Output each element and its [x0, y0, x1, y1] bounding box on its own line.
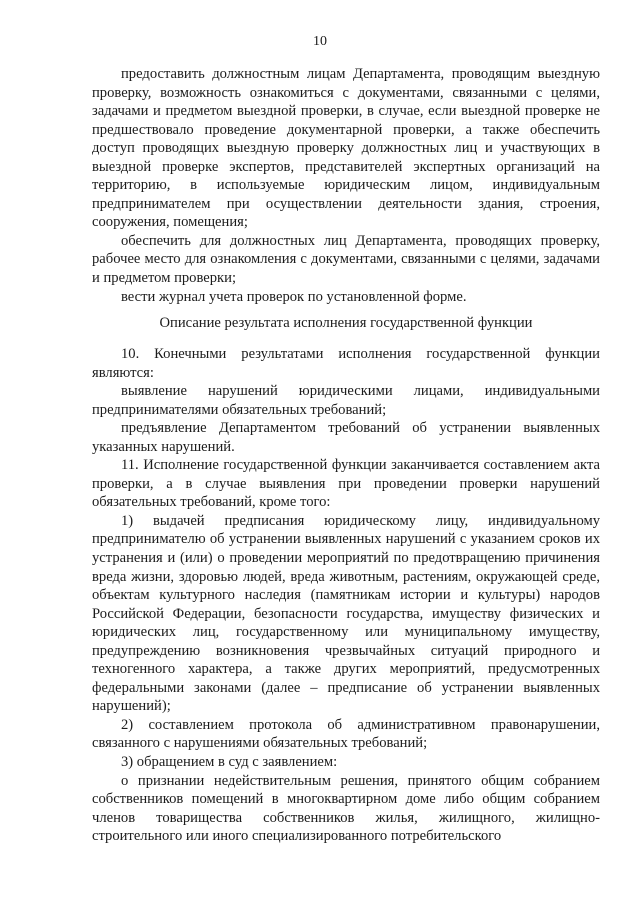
paragraph: предоставить должностным лицам Департамента, проводящим выездную проверку, возможность ознакомиться с документами, связанными с целями, задачами и предметом выездной проверки, в случае, если выездной проверке не предшествовало проведение документарной проверки, а также обеспечить доступ проводящих выездную проверку должностных лиц и участвующих в выездной проверке экспертов, представителей экспертных организаций на территорию, в используемые юридическим лицом, индивидуальным предпринимателем при осуществлении деятельности здания, строения, сооружения, помещения;	[92, 66, 600, 231]
paragraph: 11. Исполнение государственной функции заканчивается составлением акта проверки, а в случае выявления при проведении проверки нарушений обязательных требований, кроме того:	[92, 457, 600, 511]
paragraph: 2) составлением протокола об административном правонарушении, связанного с нарушениями обязательных требований;	[92, 716, 600, 752]
paragraph: предъявление Департаментом требований об устранении выявленных указанных нарушений.	[92, 420, 600, 455]
text-block-upper	[92, 65, 600, 306]
paragraph: 3) обращением в суд с заявлением:	[121, 754, 338, 771]
paragraph: 1) выдачей предписания юридическому лицу, индивидуальному предпринимателю об устранении выявленных нарушений с указанием сроков их устранения и (или) о проведении мероприятий по предотвращению причинения вреда жизни, здоровью людей, вреда животным, растениям, окружающей среде, объектам культурного наследия (памятникам истории и культуры) народов Российской Федерации, безопасности государства, имуществу физических и юридических лиц, государственному или муниципальному имуществу, предупреждению возникновения чрезвычайных ситуаций природного и техногенного характера, а также других мероприятий, предусмотренных федеральными законами (далее – предписание об устранении выявленных нарушений);	[92, 512, 600, 715]
section-heading: Описание результата исполнения государственной функции	[159, 315, 533, 331]
paragraph: выявление нарушений юридическими лицами, индивидуальными предпринимателями обязательных требований;	[92, 383, 600, 418]
paragraph: обеспечить для должностных лиц Департамента, проводящих проверку, рабочее место для ознакомления с документами, связанными с целями, задачами и предметом проверки;	[92, 232, 600, 287]
paragraph: вести журнал учета проверок по установленной форме.	[121, 288, 467, 305]
paragraph: 10. Конечными результатами исполнения государственной функции являются:	[92, 346, 600, 381]
text-block-lower	[92, 345, 600, 846]
page-number: 10	[313, 34, 327, 49]
paragraph: о признании недействительным решения, принятого общим собранием собственников помещений в многоквартирном доме либо общим собранием членов товарищества собственников жилья, жилищного, жилищно-строительного или иного специализированного потребительского	[92, 772, 600, 845]
